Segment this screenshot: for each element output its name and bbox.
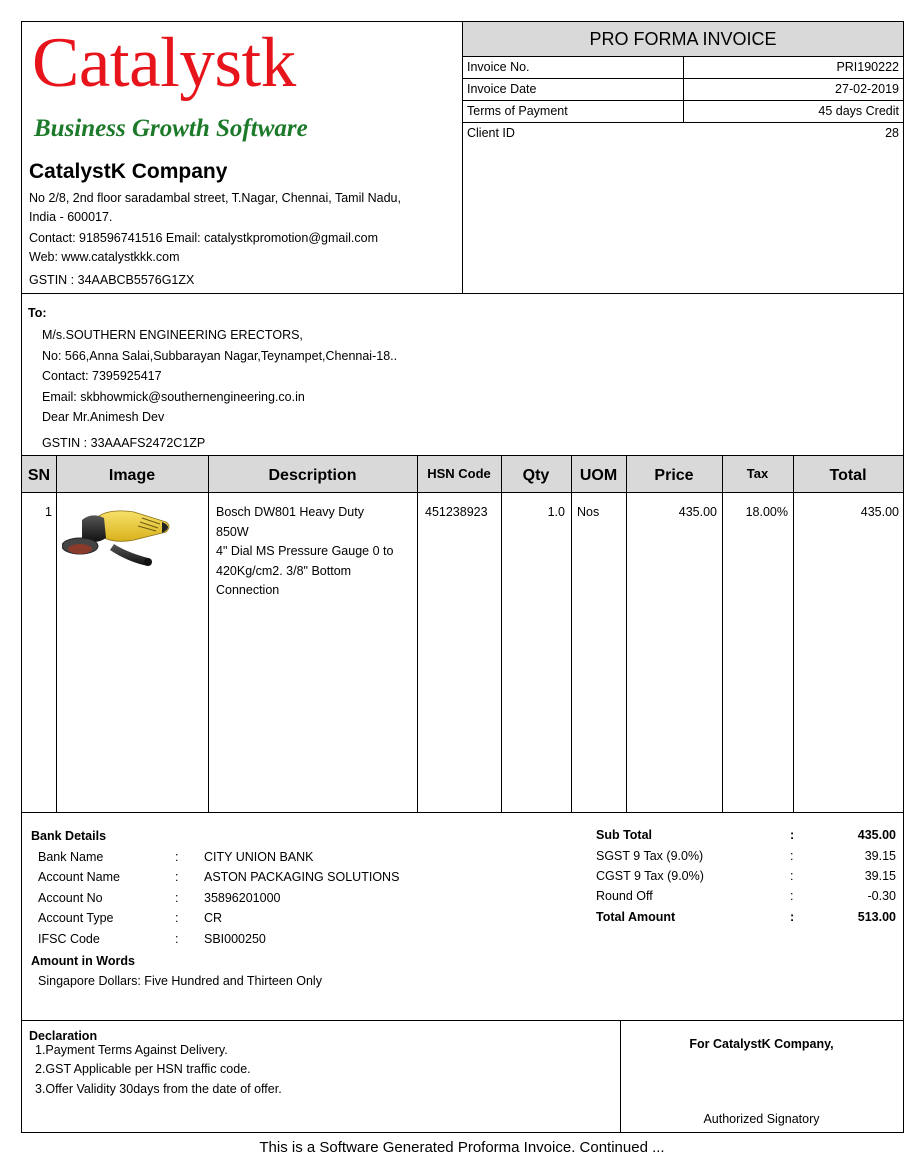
payment-terms-value: 45 days Credit — [818, 104, 899, 118]
bank-value: ASTON PACKAGING SOLUTIONS — [204, 870, 400, 884]
authorized-signatory: Authorized Signatory — [703, 1112, 820, 1126]
client-gstin: GSTIN : 33AAAFS2472C1ZP — [42, 436, 206, 450]
bank-row — [38, 911, 222, 925]
total-colon: : — [790, 889, 794, 903]
bank-value: SBI000250 — [204, 932, 266, 946]
amount-in-words-title: Amount in Words — [31, 954, 135, 968]
company-block — [22, 22, 463, 293]
header-tax: Tax — [722, 456, 793, 493]
invoice-date-label: Invoice Date — [467, 82, 537, 96]
header-total: Total — [793, 456, 903, 493]
client-attention: Dear Mr.Animesh Dev — [42, 410, 165, 424]
description-line: 850W — [216, 524, 249, 539]
for-company-label: For CatalystK Company, — [689, 1037, 834, 1051]
product-image-angle-grinder — [62, 500, 174, 576]
total-colon: : — [790, 910, 795, 924]
header-hsn: HSN Code — [417, 456, 501, 493]
row-description — [216, 503, 416, 601]
total-value: 39.15 — [864, 869, 896, 883]
total-label: CGST 9 Tax (9.0%) — [596, 869, 704, 883]
total-value: 513.00 — [857, 910, 896, 924]
invoice-date-row — [463, 79, 903, 101]
total-label: Total Amount — [596, 910, 676, 924]
bank-label: IFSC Code — [38, 932, 100, 946]
header-image: Image — [56, 456, 208, 493]
bank-value: 35896201000 — [204, 891, 281, 905]
description-line: Connection — [216, 583, 280, 597]
bank-value: CITY UNION BANK — [204, 850, 314, 864]
bill-to-block — [22, 293, 903, 455]
client-id-label: Client ID — [467, 126, 515, 140]
declaration-line: 3.Offer Validity 30days from the date of offer. — [35, 1082, 282, 1096]
total-label: SGST 9 Tax (9.0%) — [596, 849, 704, 863]
logo-tagline: Business Growth Software — [34, 115, 308, 142]
bank-row — [38, 870, 399, 884]
invoice-title: PRO FORMA INVOICE — [463, 22, 903, 57]
total-colon: : — [790, 828, 795, 842]
payment-terms-row — [463, 101, 903, 123]
declaration-line: 2.GST Applicable per HSN traffic code. — [35, 1062, 251, 1076]
bank-colon: : — [175, 870, 179, 884]
bank-row — [38, 850, 314, 864]
bank-details-title: Bank Details — [31, 829, 107, 843]
description-line: 4" Dial MS Pressure Gauge 0 to — [216, 544, 394, 558]
client-contact: Contact: 7395925417 — [42, 369, 162, 383]
company-gstin: GSTIN : 34AABCB5576G1ZX — [29, 273, 195, 287]
invoice-meta — [463, 22, 903, 293]
bank-colon: : — [175, 932, 179, 946]
client-address: No: 566,Anna Salai,Subbarayan Nagar,Teynampet,Chennai-18.. — [42, 349, 398, 363]
bank-label: Account No — [38, 891, 103, 905]
header-description: Description — [208, 456, 417, 493]
invoice-no-row — [463, 57, 903, 79]
company-logo: Catalystk — [32, 24, 296, 102]
company-web: Web: www.catalystkkk.com — [29, 250, 180, 264]
company-name: CatalystK Company — [29, 160, 228, 183]
total-colon: : — [790, 849, 794, 863]
header-sn: SN — [22, 456, 56, 493]
bill-to-label: To: — [28, 306, 47, 320]
row-tax: 18.00% — [745, 505, 788, 519]
bank-colon: : — [175, 911, 179, 925]
client-id-value: 28 — [885, 126, 899, 140]
header-uom: UOM — [571, 456, 626, 493]
description-line: Bosch DW801 Heavy Duty — [216, 505, 364, 519]
total-value: 435.00 — [857, 828, 896, 842]
client-id-row — [463, 123, 903, 145]
header-qty: Qty — [501, 456, 571, 493]
row-price: 435.00 — [678, 505, 717, 519]
total-colon: : — [790, 869, 794, 883]
row-hsn: 451238923 — [425, 505, 488, 519]
row-sn: 1 — [45, 505, 52, 519]
client-email: Email: skbhowmick@southernengineering.co.in — [42, 390, 305, 404]
total-label: Sub Total — [596, 828, 653, 842]
payment-terms-label: Terms of Payment — [467, 104, 568, 118]
row-uom: Nos — [577, 505, 600, 519]
declaration-line: 1.Payment Terms Against Delivery. — [35, 1043, 228, 1057]
bank-value: CR — [204, 911, 223, 925]
bank-row — [38, 932, 266, 946]
amount-in-words: Singapore Dollars: Five Hundred and Thirteen Only — [38, 974, 322, 988]
declaration-title: Declaration — [29, 1029, 98, 1043]
footer-block — [22, 1020, 903, 1132]
total-label: Round Off — [596, 889, 653, 903]
header-price: Price — [626, 456, 722, 493]
client-name: M/s.SOUTHERN ENGINEERING ERECTORS, — [42, 328, 303, 342]
invoice-date-value: 27-02-2019 — [835, 82, 899, 96]
company-address-line2: India - 600017. — [29, 210, 113, 224]
bank-label: Account Type — [38, 911, 114, 925]
description-line: 420Kg/cm2. 3/8" Bottom — [216, 563, 352, 578]
bank-label: Bank Name — [38, 850, 104, 864]
bank-colon: : — [175, 850, 179, 864]
bank-colon: : — [175, 891, 179, 905]
bank-label: Account Name — [38, 870, 120, 884]
invoice-no-value: PRI190222 — [836, 60, 899, 74]
invoice-no-label: Invoice No. — [467, 60, 530, 74]
invoice-frame — [21, 21, 904, 1133]
row-qty: 1.0 — [547, 505, 565, 519]
row-total: 435.00 — [860, 505, 899, 519]
items-table — [22, 455, 903, 813]
bank-row — [38, 891, 280, 905]
total-value: 39.15 — [864, 849, 896, 863]
company-address-line1: No 2/8, 2nd floor saradambal street, T.Nagar, Chennai, Tamil Nadu, — [29, 191, 401, 205]
total-value: -0.30 — [867, 889, 896, 903]
software-generated-note: This is a Software Generated Proforma Invoice. Continued ... — [259, 1139, 665, 1156]
company-contact: Contact: 918596741516 Email: catalystkpromotion@gmail.com — [29, 231, 378, 245]
